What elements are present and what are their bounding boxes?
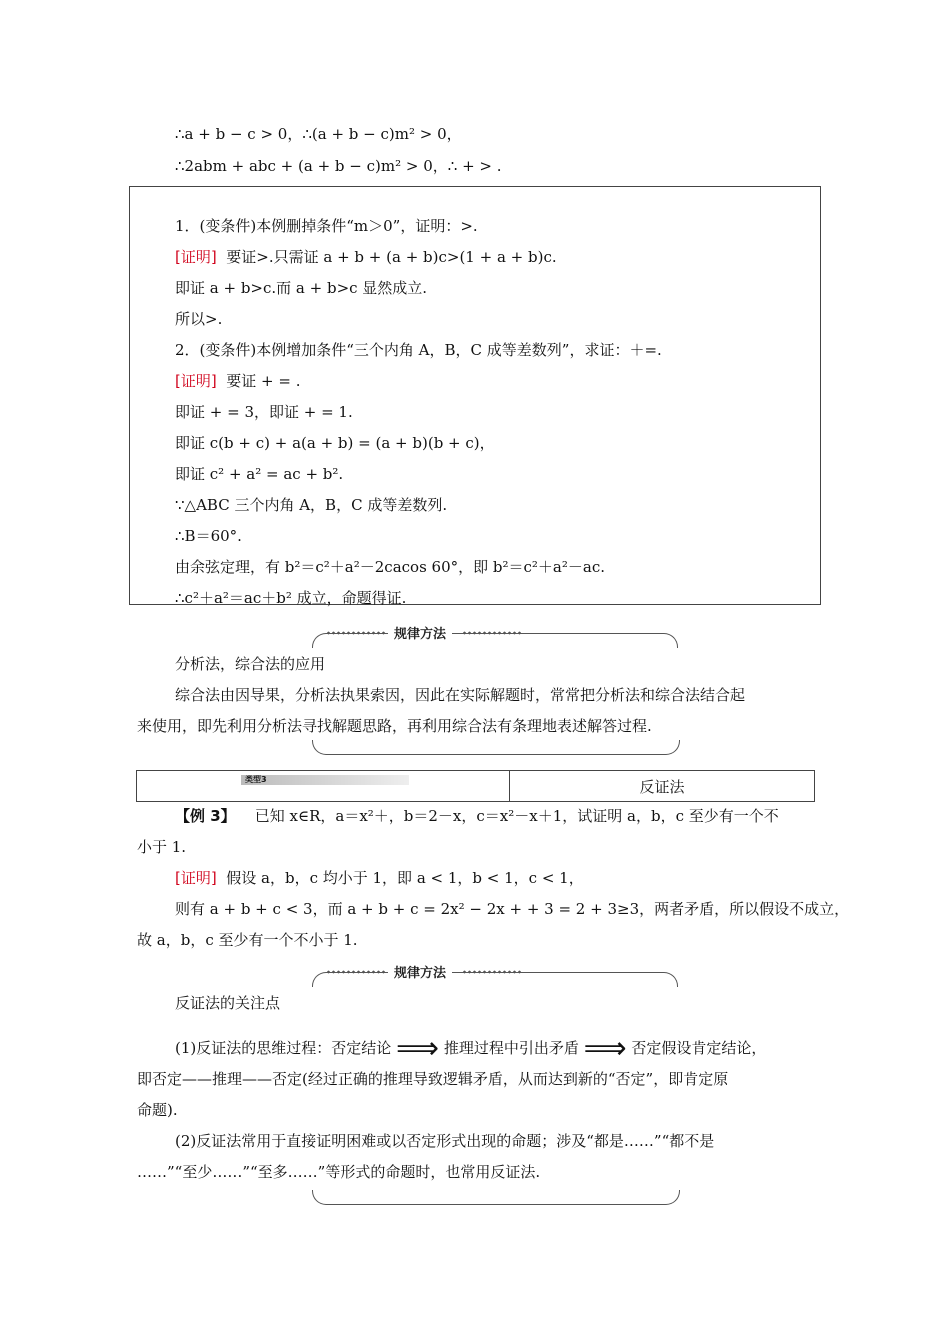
method-paragraph: 来使用，即先利用分析法寻找解题思路，再利用综合法有条理地表述解答过程. bbox=[137, 717, 652, 735]
banner-dots bbox=[326, 968, 386, 976]
method-title: 反证法的关注点 bbox=[175, 994, 281, 1012]
method-item-1 bbox=[175, 1031, 767, 1066]
proof-line: ∴2abm + abc + (a + b − c)m² > 0，∴ + > . bbox=[175, 157, 502, 175]
proof-line: 故 a，b，c 至少有一个不小于 1. bbox=[137, 931, 358, 949]
variation-question-1: 1．(变条件)本例删掉条件“m＞0”，证明：>. bbox=[175, 217, 478, 235]
banner-dots bbox=[462, 968, 522, 976]
proof-text: 要证>.只需证 a + b + (a + b)c>(1 + a + b)c. bbox=[226, 248, 557, 266]
method-text: (1)反证法的思维过程：否定结论 bbox=[175, 1039, 392, 1057]
method-paragraph: 综合法由因导果，分析法执果索因，因此在实际解题时，常常把分析法和综合法结合起 bbox=[175, 686, 746, 704]
implies-arrow-icon: ⟹ bbox=[396, 1031, 440, 1066]
method-paragraph: 命题). bbox=[137, 1101, 178, 1119]
proof-line: 即证 c² + a² = ac + b². bbox=[175, 465, 344, 483]
method-text: 推理过程中引出矛盾 bbox=[443, 1039, 579, 1057]
proof-line: ∵△ABC 三个内角 A，B，C 成等差数列. bbox=[175, 496, 448, 514]
banner-label: 规律方法 bbox=[388, 962, 452, 981]
proof-line: 由余弦定理，有 b²＝c²＋a²－2cacos 60°，即 b²＝c²＋a²－ac. bbox=[175, 558, 605, 576]
proof-tag: [证明] bbox=[175, 869, 217, 887]
type-tag-cell bbox=[137, 771, 510, 801]
banner-dots bbox=[326, 629, 386, 637]
proof-line: 则有 a + b + c < 3，而 a + b + c = 2x² − 2x + + 3 = 2 + 3≥3，两者矛盾，所以假设不成立， bbox=[175, 900, 850, 918]
proof-text: 要证 + = . bbox=[226, 372, 301, 390]
method-banner-bottom bbox=[312, 1190, 680, 1205]
proof-line: ∴B＝60°. bbox=[175, 527, 242, 545]
method-paragraph: 即否定——推理——否定(经过正确的推理导致逻辑矛盾，从而达到新的“否定”，即肯定原 bbox=[137, 1070, 729, 1088]
method-title: 分析法，综合法的应用 bbox=[175, 655, 326, 673]
variation-question-2: 2．(变条件)本例增加条件“三个内角 A，B，C 成等差数列”，求证：＋=. bbox=[175, 341, 662, 359]
example-text: 已知 x∈R，a＝x²＋，b＝2－x，c＝x²－x＋1，试证明 a，b，c 至少有一个不 bbox=[254, 807, 779, 825]
example-line: 小于 1. bbox=[137, 838, 187, 856]
method-banner bbox=[312, 964, 678, 986]
proof-line bbox=[175, 868, 584, 888]
method-banner-bottom bbox=[312, 740, 680, 755]
proof-line bbox=[175, 371, 300, 391]
proof-line: 所以>. bbox=[175, 310, 223, 328]
proof-text: 假设 a，b，c 均小于 1，即 a < 1，b < 1，c < 1， bbox=[226, 869, 584, 887]
type-tag: 类型3 bbox=[241, 775, 409, 785]
proof-line: 即证 a + b>c.而 a + b>c 显然成立. bbox=[175, 279, 428, 297]
proof-line bbox=[175, 247, 557, 267]
method-item-2: (2)反证法常用于直接证明困难或以否定形式出现的命题；涉及“都是……”“都不是 bbox=[175, 1132, 715, 1150]
proof-tag: [证明] bbox=[175, 248, 217, 266]
implies-arrow-icon: ⟹ bbox=[583, 1031, 627, 1066]
method-paragraph: ……”“至少……”“至多……”等形式的命题时，也常用反证法. bbox=[137, 1163, 541, 1181]
example-line bbox=[175, 806, 779, 826]
method-banner bbox=[312, 625, 678, 647]
proof-tag: [证明] bbox=[175, 372, 217, 390]
proof-line: ∴c²＋a²＝ac＋b² 成立，命题得证. bbox=[175, 589, 407, 607]
type-title: 反证法 bbox=[639, 777, 685, 796]
proof-line: ∴a + b − c > 0，∴(a + b − c)m² > 0， bbox=[175, 125, 462, 143]
banner-dots bbox=[462, 629, 522, 637]
proof-line: 即证 c(b + c) + a(a + b) = (a + b)(b + c)， bbox=[175, 434, 495, 452]
banner-label: 规律方法 bbox=[388, 623, 452, 642]
proof-line: 即证 + = 3，即证 + = 1. bbox=[175, 403, 353, 421]
method-text: 否定假设肯定结论， bbox=[631, 1039, 767, 1057]
type-header bbox=[136, 770, 815, 802]
example-label: 【例 3】 bbox=[175, 807, 236, 825]
